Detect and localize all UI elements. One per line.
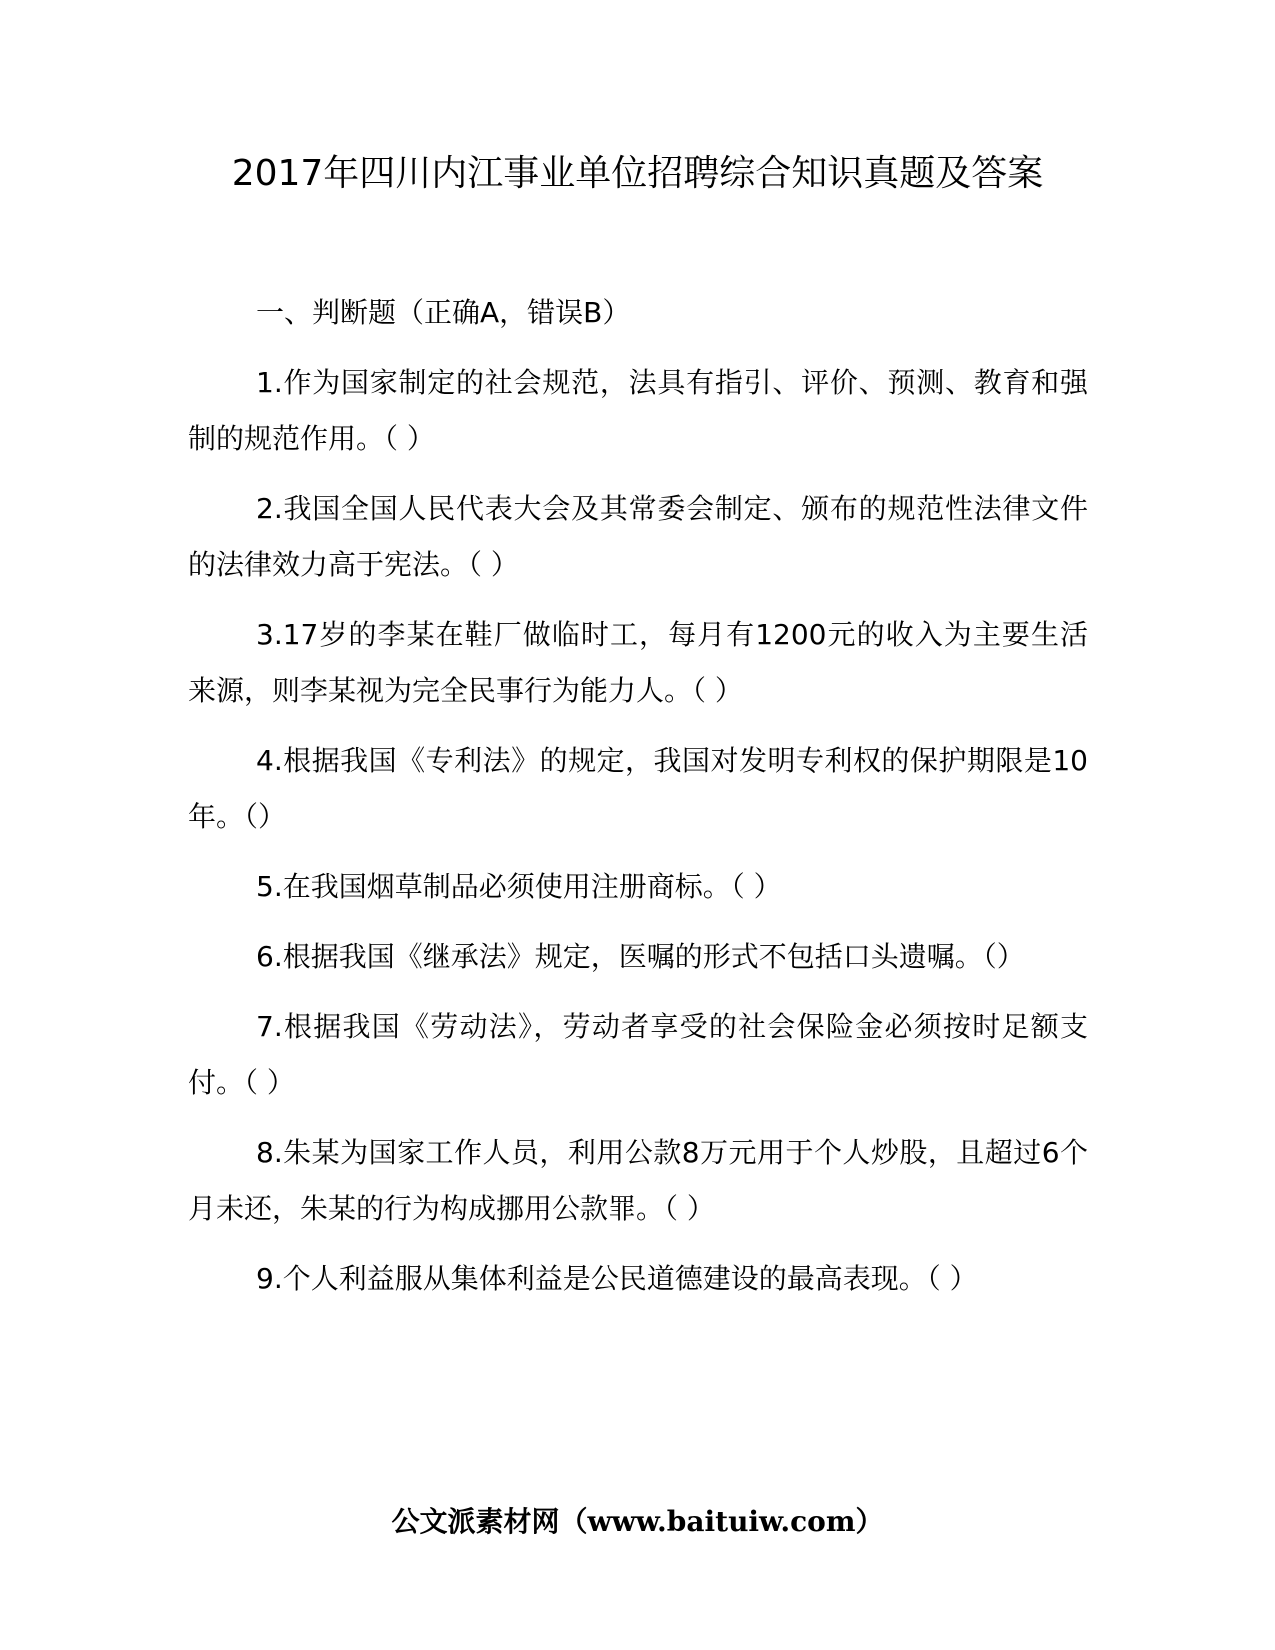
document-title: 2017年四川内江事业单位招聘综合知识真题及答案 bbox=[231, 153, 1044, 194]
question-1: 1.作为国家制定的社会规范，法具有指引、评价、预测、教育和强制的规范作用。（ ） bbox=[188, 366, 1088, 455]
question-8: 8.朱某为国家工作人员，利用公款8万元用于个人炒股，且超过6个月未还，朱某的行为构成挪用公款罪。（ ） bbox=[188, 1136, 1088, 1225]
document-body bbox=[188, 285, 1088, 1321]
page-footer: 公文派素材网（www.baituiw.com） bbox=[391, 1505, 884, 1538]
question-3: 3.17岁的李某在鞋厂做临时工，每月有1200元的收入为主要生活来源，则李某视为完全民事行为能力人。（ ） bbox=[188, 618, 1088, 707]
question-4: 4.根据我国《专利法》的规定，我国对发明专利权的保护期限是10年。（） bbox=[188, 744, 1088, 833]
question-6: 6.根据我国《继承法》规定，医嘱的形式不包括口头遗嘱。（） bbox=[256, 940, 1025, 973]
question-5: 5.在我国烟草制品必须使用注册商标。（ ） bbox=[256, 870, 782, 903]
question-7: 7.根据我国《劳动法》，劳动者享受的社会保险金必须按时足额支付。（ ） bbox=[188, 1010, 1088, 1099]
question-9: 9.个人利益服从集体利益是公民道德建设的最高表现。（ ） bbox=[256, 1262, 978, 1295]
question-2: 2.我国全国人民代表大会及其常委会制定、颁布的规范性法律文件的法律效力高于宪法。（ ） bbox=[188, 492, 1088, 581]
section-heading: 一、判断题（正确A，错误B） bbox=[256, 296, 631, 329]
